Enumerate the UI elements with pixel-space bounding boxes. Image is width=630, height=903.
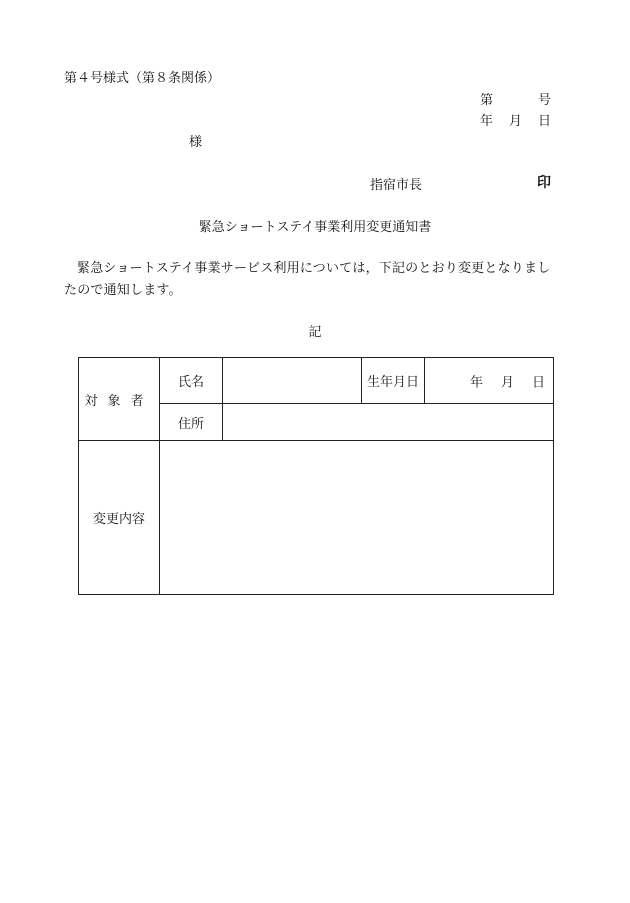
dob-year: 年 [470, 375, 484, 390]
seal-mark: 印 [537, 175, 551, 191]
number-suffix: 号 [538, 93, 552, 108]
sender-name: 指宿市長 [370, 178, 423, 193]
date-day: 日 [538, 114, 552, 129]
change-label: 変更内容 [79, 441, 160, 595]
ki-heading: 記 [308, 325, 322, 340]
number-prefix: 第 [480, 93, 494, 108]
form-reference: 第４号様式（第８条関係） [64, 71, 221, 86]
details-table [78, 357, 554, 595]
document-title: 緊急ショートステイ事業利用変更通知書 [198, 220, 432, 235]
name-label: 氏名 [160, 358, 223, 404]
table-row-name [79, 358, 554, 404]
date-year: 年 [480, 114, 494, 129]
address-label: 住所 [160, 404, 223, 441]
name-field[interactable] [223, 358, 362, 404]
change-field[interactable] [160, 441, 554, 595]
dob-day: 日 [532, 375, 546, 390]
address-field[interactable] [223, 404, 554, 441]
dob-month: 月 [501, 375, 515, 390]
date-month: 月 [509, 114, 523, 129]
addressee-suffix: 様 [189, 135, 203, 150]
dob-label: 生年月日 [362, 358, 425, 404]
table-row-change [79, 441, 554, 595]
subject-label: 対象者 [79, 358, 160, 441]
body-paragraph: 緊急ショートステイ事業サービス利用については，下記のとおり変更となりましたので通知します。 [64, 261, 551, 298]
dob-field[interactable] [425, 358, 554, 404]
